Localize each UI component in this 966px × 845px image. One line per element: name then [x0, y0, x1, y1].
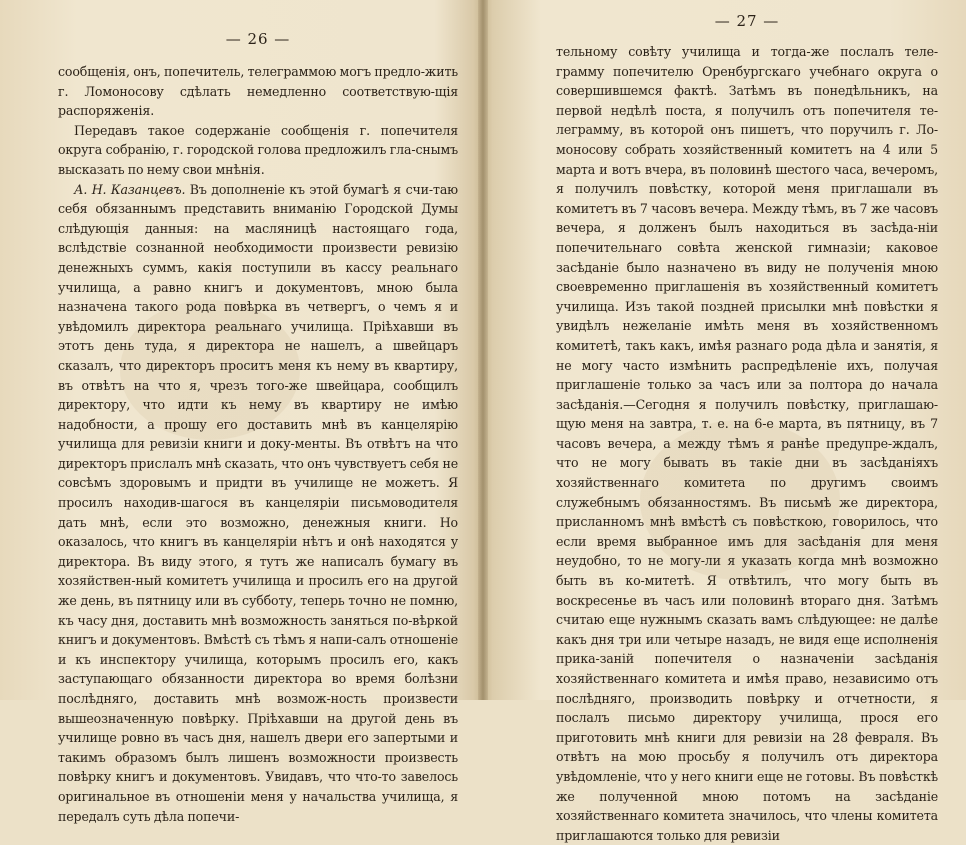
paragraph [556, 42, 938, 845]
paragraph-text: Въ дополненіе къ этой бумагѣ я счи-таю себя обязаннымъ представить вниманію Городской Думы слѣдующія данныя: на масляницѣ настоящаго года, вслѣдствіе сознанной необходимости произвести ревизію денежныхъ суммъ, какія поступили въ кассу реальнаго училища, а равно книгъ и документовъ, мною была назначена такого рода повѣрка въ четвергъ, о чемъ я и увѣдомилъ директора реальнаго училища. Пріѣхавши въ этотъ день туда, я директора не нашелъ, а швейцаръ сказалъ, что директоръ проситъ меня къ нему въ квартиру, въ отвѣтъ на что я, чрезъ того-же швейцара, сообщилъ директору, что идти къ нему въ квартиру не имѣю надобности, а прошу его доставить мнѣ въ канцелярію училища для ревизіи книги и доку-менты. Въ отвѣтъ на что директоръ прислалъ мнѣ сказать, что онъ чувствуетъ себя не совсѣмъ здоровымъ и придти въ училище не можетъ. Я просилъ находив-шагося въ канцеляріи письмоводителя дать мнѣ, если это возможно, денежныя книги. Но оказалось, что книгъ въ канцеляріи нѣтъ и онѣ находятся у директора. Въ виду этого, я тутъ же написалъ бумагу въ хозяйствен-ный комитетъ училища и просилъ его на другой же день, въ пятницу или въ субботу, теперь точно не помню, къ часу дня, доставить мнѣ возможность заняться по-вѣркой книгъ и документовъ. Вмѣстѣ съ тѣмъ я напи-салъ отношеніе и къ инспектору училища, которымъ просилъ его, какъ заступающаго обязанности директора во время болѣзни послѣдняго, доставить мнѣ возмож-ность произвести вышеозначенную повѣрку. Пріѣхавши на другой день въ училище ровно въ часъ дня, нашелъ двери его запертыми и такимъ образомъ былъ лишенъ возможности произвесть повѣрку книгъ и документовъ. Увидавъ, что что-то завелось оригинальное въ отношеніи меня у начальства училища, я передалъ суть дѣла попечи- [58, 181, 459, 824]
left-page [0, 0, 480, 824]
right-page [488, 0, 966, 843]
paragraph-text: тельному совѣту училища и тогда-же послалъ теле-грамму попечителю Оренбургскаго учебнаго округа о совершившемся фактѣ. Затѣмъ въ понедѣльникъ, на первой недѣлѣ поста, я получилъ отъ попечителя те-леграмму, въ которой онъ пишетъ, что поручилъ г. Ло-моносову собрать хозяйственный комитетъ на 4 или 5 марта и вотъ вчера, въ половинѣ шестого часа, вечеромъ, я получилъ повѣстку, которой меня приглашали въ комитетъ въ 7 часовъ вечера. Между тѣмъ, въ 7 же часовъ вечера, я долженъ былъ находиться въ засѣда-ніи попечительнаго совѣта женской гимназіи; каковое засѣданіе было назначено въ виду не полученія мною своевременно приглашенія въ хозяйственный комитетъ училища. Изъ такой поздней присылки мнѣ повѣстки я увидѣлъ нежеланіе имѣть меня въ хозяйственномъ комитетѣ, такъ какъ, имѣя разнаго рода дѣла и занятія, я не могу часто измѣнить распредѣленіе ихъ, получая приглашеніе только за часъ или за полтора до начала засѣданія.—Сегодня я получилъ повѣстку, приглашаю-щую меня на завтра, т. е. на 6-е марта, въ пятницу, въ 7 часовъ вечера, а между тѣмъ я ранѣе предупре-ждалъ, что не могу бывать въ такіе дни въ засѣданіяхъ хозяйственнаго комитета по другимъ своимъ служебнымъ обязанностямъ. Въ письмѣ же директора, присланномъ мнѣ вмѣстѣ съ повѣсткою, говорилось, что если время выбранное имъ для засѣданія для меня неудобно, то не могу-ли я указать когда мнѣ возможно быть въ ко-митетѣ. Я отвѣтилъ, что могу быть въ воскресенье въ часъ или половинѣ втораго дня. Затѣмъ считаю еще нужнымъ сказать вамъ слѣдующее: не далѣе какъ дня три или четыре назадъ, не видя еще исполненія прика-заній попечителя о назначеніи засѣданія хозяйственнаго комитета и имѣя право, независимо отъ послѣдняго, производить повѣрку и отчетности, я послалъ письмо директору училища, прося его приготовить мнѣ книги для ревизіи на 28 февраля. Въ отвѣтъ на мою просьбу я получилъ отъ директора увѣдомленіе, что у него книги еще не готовы. Въ повѣсткѣ же полученной мною потомъ на засѣданіе хозяйственнаго комитета значилось, что члены комитета приглашаются только для ревизіи [556, 44, 938, 843]
page-number: — 27 — [714, 12, 780, 30]
paragraph-text: Передавъ такое содержаніе сообщенія г. попечителя округа собранію, г. городской голова предложилъ гла-снымъ высказать по нему свои мнѣнія. [58, 122, 458, 177]
paragraph [58, 62, 458, 121]
page-number: — 26 — [225, 30, 291, 48]
paragraph [58, 180, 458, 827]
page-body [58, 62, 458, 826]
paragraph [58, 121, 458, 180]
speaker-name: А. Н. Казанцевъ. [74, 181, 186, 197]
page-body [556, 42, 938, 845]
paragraph-text: сообщенія, онъ, попечитель, телеграммою могъ предло-жить г. Ломоносову сдѣлать немедленно соответствую-щія распоряженія. [58, 64, 458, 119]
